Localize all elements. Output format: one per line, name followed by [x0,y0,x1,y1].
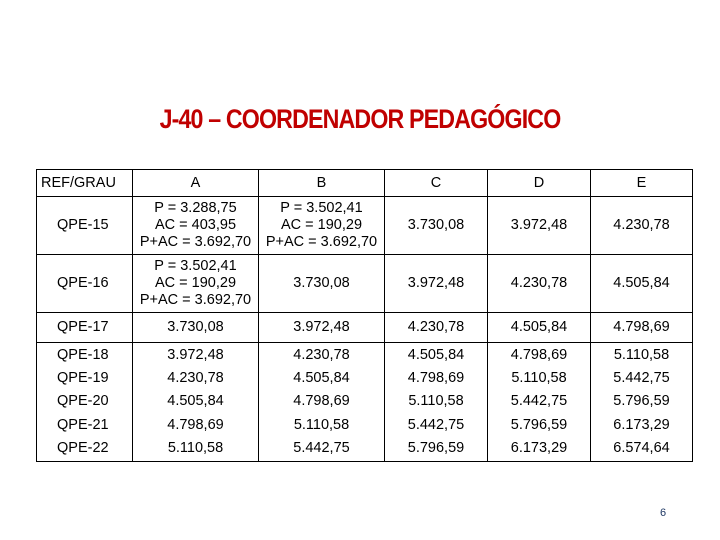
cell-line: 4.798,69 [407,370,465,387]
table-row [37,313,693,343]
cell-line: 4.230,78 [293,346,350,363]
row-ref: QPE-22 [57,439,109,456]
cell-line: P+AC = 3.692,70 [265,234,378,250]
cell-line: 5.110,58 [613,346,670,363]
row-ref: QPE-21 [57,416,109,433]
cell-line: AC = 403,95 [154,217,237,233]
cell-line: 3.972,48 [167,346,224,363]
table-row-group [37,343,693,462]
cell-line: 5.110,58 [167,439,224,456]
cell-a: 3.730,08 [133,313,259,343]
cell-d: 3.972,48 [488,197,591,255]
row-ref: QPE-20 [57,393,109,410]
cell-b: 3.730,08 [259,255,385,313]
header-e: E [591,170,693,197]
cell-line: 5.442,75 [407,416,465,433]
cell-line: 4.505,84 [407,346,465,363]
row-ref: QPE-15 [37,197,133,255]
header-c: C [385,170,488,197]
cell-b [259,343,385,462]
cell-line: 4.798,69 [293,393,350,410]
cell-line: 6.173,29 [510,439,568,456]
salary-table [36,169,693,462]
cell-b: 3.972,48 [259,313,385,343]
cell-line: 5.796,59 [613,393,670,410]
cell-line: AC = 190,29 [280,217,363,233]
cell-c: 4.230,78 [385,313,488,343]
row-ref: QPE-19 [57,370,109,387]
header-ref-grau: REF/GRAU [37,170,133,197]
table-row [37,255,693,313]
header-a: A [133,170,259,197]
cell-c [385,343,488,462]
header-b: B [259,170,385,197]
cell-c: 3.972,48 [385,255,488,313]
table-row [37,197,693,255]
cell-line: 5.110,58 [408,393,464,410]
table-header-row [37,170,693,197]
cell-line: 5.442,75 [510,393,568,410]
cell-line: P = 3.502,41 [280,200,363,216]
cell-d [488,343,591,462]
cell-b [259,197,385,255]
header-d: D [488,170,591,197]
cell-line: P = 3.288,75 [154,200,237,216]
row-ref: QPE-18 [57,346,109,363]
cell-line: 4.798,69 [510,346,568,363]
cell-e [591,343,693,462]
cell-line: 6.173,29 [613,416,670,433]
cell-line: 5.110,58 [511,370,567,387]
cell-e: 4.505,84 [591,255,693,313]
cell-d: 4.505,84 [488,313,591,343]
row-ref: QPE-16 [37,255,133,313]
cell-line: 5.796,59 [510,416,568,433]
cell-line: 6.574,64 [613,439,670,456]
cell-e: 4.230,78 [591,197,693,255]
cell-line: 5.442,75 [613,370,670,387]
cell-a [133,255,259,313]
cell-line: P = 3.502,41 [154,258,237,274]
cell-d: 4.230,78 [488,255,591,313]
cell-line: P+AC = 3.692,70 [139,292,252,308]
cell-line: 4.230,78 [167,370,224,387]
row-refs [37,343,133,462]
cell-line: 5.442,75 [293,439,350,456]
cell-a [133,343,259,462]
cell-a [133,197,259,255]
cell-line: 4.505,84 [293,370,350,387]
cell-line: 4.505,84 [167,393,224,410]
cell-line: 5.796,59 [407,439,465,456]
cell-line: 5.110,58 [293,416,350,433]
cell-line: P+AC = 3.692,70 [139,234,252,250]
cell-line: AC = 190,29 [154,275,237,291]
page-title: J-40 – COORDENADOR PEDAGÓGICO [159,104,561,134]
cell-line: 4.798,69 [167,416,224,433]
cell-e: 4.798,69 [591,313,693,343]
row-ref: QPE-17 [37,313,133,343]
page-number: 6 [660,507,667,519]
cell-c: 3.730,08 [385,197,488,255]
